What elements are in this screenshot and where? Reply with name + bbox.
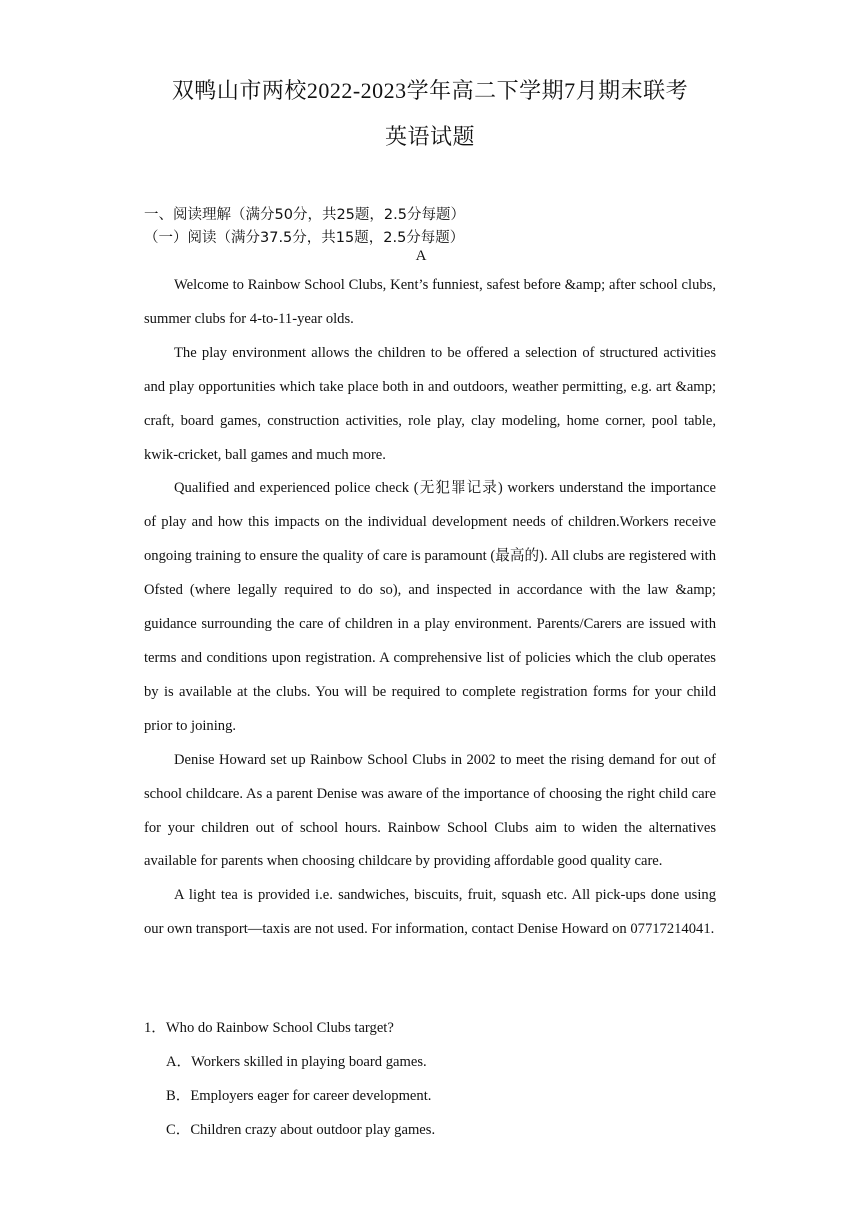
answer-option-c: C．Children crazy about outdoor play games. — [166, 1121, 436, 1138]
answer-option-b: B．Employers eager for career development. — [166, 1087, 432, 1104]
paragraph: Welcome to Rainbow School Clubs, Kent’s funniest, safest before &amp; after school clubs, summer clubs for 4-to-11-year olds. — [144, 277, 716, 327]
document-subtitle: 英语试题 — [384, 124, 475, 149]
paragraph: A light tea is provided i.e. sandwiches, biscuits, fruit, squash etc. All pick-ups done using our own transport—taxis are not used. For information, contact Denise Howard on 07717214041. — [144, 887, 716, 938]
paragraph: The play environment allows the children to be offered a selection of structured activities and play opportunities which take place both in and outdoors, weather permitting, e.g. art &amp; craft, board games, construction activities, role play, clay modeling, home corner, pool table, kwik-cricket, ball games and much more. — [144, 344, 716, 463]
answer-option-a: A．Workers skilled in playing board games. — [166, 1053, 427, 1070]
document-title: 双鸭山市两校2022-2023学年高二下学期7月期末联考 — [171, 78, 689, 103]
question-1 — [144, 1012, 716, 1148]
paragraph: Qualified and experienced police check (无犯罪记录) workers understand the importance of play and how this impacts on the individual development needs of children.Workers receive ongoing training to ensure the quality of care is paramount (最高的). All clubs are registered with Ofsted (where legally required to do so), and inspected in accordance with the law &amp; guidance surrounding the care of children in a play environment. Parents/Carers are issued with terms and conditions upon registration. A comprehensive list of policies which the club operates by is available at the clubs. You will be required to complete registration forms for your child prior to joining. — [144, 480, 716, 734]
passage-body — [144, 269, 716, 947]
passage-label: A — [415, 248, 427, 264]
subsection-heading: （一）阅读（满分37.5分，共15题，2.5分每题） — [144, 230, 465, 246]
section-heading: 一、阅读理解（满分50分，共25题，2.5分每题） — [144, 207, 465, 223]
question-stem: 1．Who do Rainbow School Clubs target? — [144, 1020, 394, 1036]
paragraph: Denise Howard set up Rainbow School Clubs in 2002 to meet the rising demand for out of school childcare. As a parent Denise was aware of the importance of choosing the right child care for your children out of school hours. Rainbow School Clubs aim to widen the alternatives available for parents when choosing childcare by providing affordable good quality care. — [144, 751, 716, 870]
